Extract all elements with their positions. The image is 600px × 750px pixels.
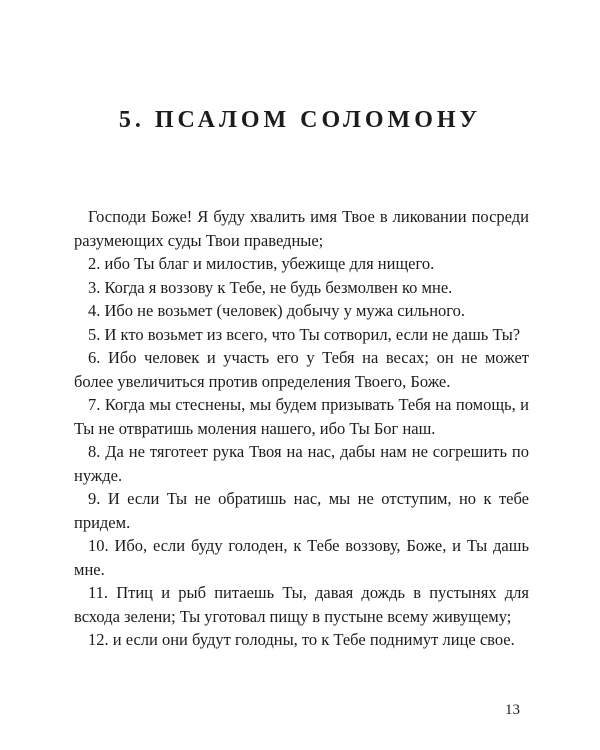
verse-10: 10. Ибо, если буду голоден, к Тебе воззову, Боже, и Ты дашь мне. bbox=[74, 536, 529, 579]
page-number: 13 bbox=[505, 702, 520, 718]
verse-8: 8. Да не тяготеет рука Твоя на нас, дабы нам не согрешить по нужде. bbox=[74, 442, 529, 485]
verse-9: 9. И если Ты не обратишь нас, мы не отступим, но к тебе придем. bbox=[74, 489, 529, 532]
verse-2: 2. ибо Ты благ и милостив, убежище для нищего. bbox=[88, 254, 435, 273]
verse-12: 12. и если они будут голодны, то к Тебе поднимут лице свое. bbox=[88, 630, 515, 649]
verse-11: 11. Птиц и рыб питаешь Ты, давая дождь в пустынях для всхода зелени; Ты уготовал пищу в пустыне всему живущему; bbox=[74, 583, 529, 626]
verse-1: Господи Боже! Я буду хвалить имя Твое в ликовании посреди разумеющих суды Твои праведные; bbox=[74, 207, 529, 250]
verse-4: 4. Ибо не возьмет (человек) добычу у мужа сильного. bbox=[88, 301, 466, 320]
verse-5: 5. И кто возьмет из всего, что Ты сотворил, если не дашь Ты? bbox=[88, 324, 521, 344]
verse-3: 3. Когда я воззову к Тебе, не будь безмолвен ко мне. bbox=[88, 277, 453, 297]
psalm-title: 5. ПСАЛОМ СОЛОМОНУ bbox=[118, 107, 482, 133]
verse-6: 6. Ибо человек и участь его у Тебя на весах; он не может более увеличиться против определения Твоего, Боже. bbox=[74, 348, 529, 391]
verse-7: 7. Когда мы стеснены, мы будем призывать Тебя на помощь, и Ты не отвратишь моления нашего, ибо Ты Бог наш. bbox=[74, 395, 529, 438]
psalm-text bbox=[74, 205, 529, 652]
